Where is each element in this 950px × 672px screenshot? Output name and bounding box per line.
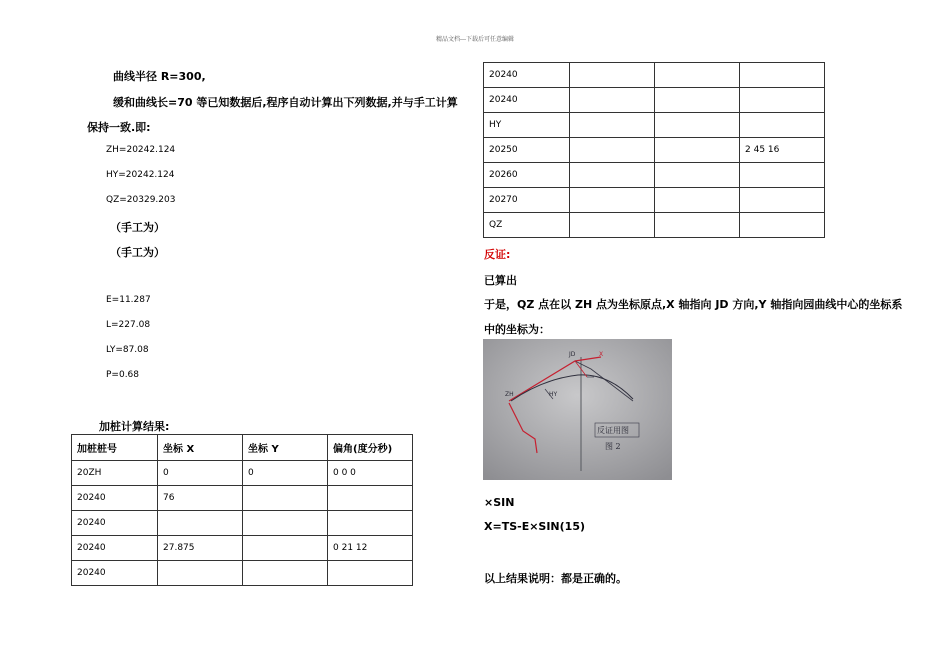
table-cell: 20240 <box>484 88 570 113</box>
table-cell <box>328 511 413 536</box>
table-cell: 2 45 16 <box>740 138 825 163</box>
table-cell: 20260 <box>484 163 570 188</box>
radius-line: 曲线半径 R=300, <box>113 70 206 83</box>
sketch-photo <box>483 339 672 480</box>
table-cell: 76 <box>158 486 243 511</box>
table-row <box>484 138 825 163</box>
table-cell <box>740 213 825 238</box>
counter-proof-heading: 反证: <box>484 248 511 261</box>
header-x: 坐标 X <box>158 435 243 461</box>
l-value: L=227.08 <box>106 320 151 330</box>
table-cell <box>243 536 328 561</box>
table-cell: 0 21 12 <box>328 536 413 561</box>
table-cell <box>570 188 655 213</box>
table-cell <box>158 511 243 536</box>
hy-value: HY=20242.124 <box>106 170 175 180</box>
table-cell: HY <box>484 113 570 138</box>
formula-x: X=TS-E×SIN(15) <box>484 520 586 533</box>
table-cell <box>655 88 740 113</box>
table-cell <box>570 213 655 238</box>
table-cell <box>243 511 328 536</box>
table-cell <box>570 138 655 163</box>
manual-note-1: （手工为） <box>110 221 165 234</box>
table-row <box>484 213 825 238</box>
table-cell <box>740 63 825 88</box>
table-row <box>72 486 413 511</box>
table-cell: 20240 <box>72 486 158 511</box>
table-row <box>484 188 825 213</box>
stake-table <box>71 434 413 586</box>
table-cell: 20270 <box>484 188 570 213</box>
table-cell <box>655 113 740 138</box>
coordinate-paragraph-1: 于是，QZ 点在以 ZH 点为坐标原点,X 轴指向 JD 方向,Y 轴指向园曲线中心的坐标系 <box>484 298 903 311</box>
table-row <box>72 536 413 561</box>
table-cell: 20240 <box>72 536 158 561</box>
table-cell: 0 <box>158 461 243 486</box>
formula-sin: ×SIN <box>484 496 515 509</box>
header-stake: 加桩桩号 <box>72 435 158 461</box>
table-cell: 27.875 <box>158 536 243 561</box>
table-cell: 0 0 0 <box>328 461 413 486</box>
header-y: 坐标 Y <box>243 435 328 461</box>
table-cell: 20250 <box>484 138 570 163</box>
table-cell: 20ZH <box>72 461 158 486</box>
manual-note-2: （手工为） <box>110 246 165 259</box>
table-cell <box>740 188 825 213</box>
table-cell <box>328 486 413 511</box>
table-cell <box>740 113 825 138</box>
table-cell <box>570 113 655 138</box>
table-cell <box>655 63 740 88</box>
transition-line: 缓和曲线长=70 等已知数据后,程序自动计算出下列数据,并与手工计算 <box>113 96 458 109</box>
table-cell <box>655 213 740 238</box>
table-header-row <box>72 435 413 461</box>
coordinate-paragraph-2: 中的坐标为： <box>484 323 550 336</box>
zh-value: ZH=20242.124 <box>106 145 176 155</box>
table-cell <box>740 88 825 113</box>
table-title: 加桩计算结果: <box>99 420 170 433</box>
table-cell <box>328 561 413 586</box>
table-cell <box>655 163 740 188</box>
stake-table-continued <box>483 62 825 238</box>
table-cell <box>570 63 655 88</box>
page-header: 精品文档---下载后可任意编辑 <box>435 36 515 43</box>
table-cell: QZ <box>484 213 570 238</box>
e-value: E=11.287 <box>106 295 151 305</box>
ly-value: LY=87.08 <box>106 345 149 355</box>
table-row <box>484 113 825 138</box>
header-angle: 偏角(度分秒) <box>328 435 413 461</box>
table-cell: 20240 <box>484 63 570 88</box>
sketch-drawing <box>483 339 672 480</box>
table-row <box>484 88 825 113</box>
consistent-line: 保持一致.即: <box>87 121 151 134</box>
table-cell <box>243 561 328 586</box>
hy-label: HY <box>549 391 558 398</box>
conclusion: 以上结果说明：都是正确的。 <box>484 572 627 585</box>
table-cell <box>655 188 740 213</box>
sketch-caption-2: 图 2 <box>605 442 621 451</box>
table-row <box>484 163 825 188</box>
qz-value: QZ=20329.203 <box>106 195 176 205</box>
table-cell: 0 <box>243 461 328 486</box>
table-row <box>72 511 413 536</box>
calculated-line: 已算出 <box>484 274 517 287</box>
zh-label: ZH <box>505 391 514 398</box>
table-row <box>72 461 413 486</box>
table-cell: 20240 <box>72 561 158 586</box>
table-cell <box>158 561 243 586</box>
table-cell <box>570 88 655 113</box>
table-row <box>72 561 413 586</box>
table-cell <box>740 163 825 188</box>
x-axis-label: X <box>599 351 604 358</box>
p-value: P=0.68 <box>106 370 140 380</box>
table-cell <box>655 138 740 163</box>
jd-label: JD <box>569 351 576 358</box>
table-cell <box>243 486 328 511</box>
table-cell <box>570 163 655 188</box>
sketch-caption-1: 反证用图 <box>597 426 629 435</box>
table-cell: 20240 <box>72 511 158 536</box>
table-row <box>484 63 825 88</box>
